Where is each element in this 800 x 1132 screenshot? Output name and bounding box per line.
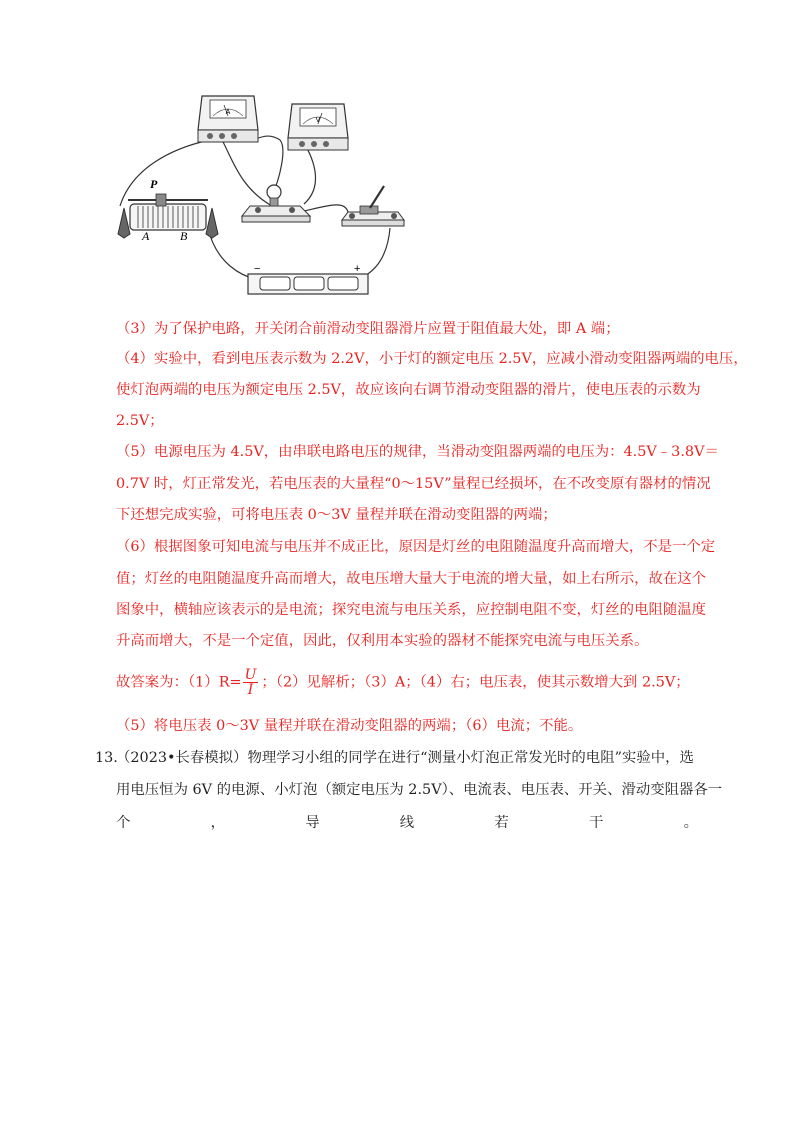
solution-step-6-line-4: 升高而增大，不是一个定值，因此，仅利用本实验的器材不能探究电流与电压关系。 [116,633,649,649]
question-char: 干 [588,815,604,831]
label-p: P [150,177,158,191]
question-char: 导 [305,815,320,831]
question-13-line-3 [116,813,698,833]
answer-prefix: 故答案为：（1）R= [116,674,242,691]
battery-pack [248,263,368,294]
formula-fraction [243,668,259,697]
solution-step-6-line-1: （6）根据图象可知电流与电压并不成正比，原因是灯丝的电阻随温度升高而增大，不是一个定 [116,539,716,555]
voltmeter-letter: V [315,117,321,124]
ammeter-letter: A [225,109,231,116]
question-13-line-1: （2023•长春模拟）物理学习小组的同学在进行“测量小灯泡正常发光时的电阻”实验中，选 [116,750,694,766]
question-char: 线 [399,815,415,831]
solution-step-3: （3）为了保护电路，开关闭合前滑动变阻器滑片应置于阻值最大处，即 A 端； [116,321,620,337]
rheostat [118,177,218,243]
question-char: 个 [116,815,131,831]
fraction-denominator: I [247,682,254,698]
battery-minus: − [254,263,261,275]
solution-step-6-line-3: 图象中，横轴应该表示的是电流；探究电流与电压关系，应控制电阻不变，灯丝的电阻随温度 [116,602,707,618]
circuit-diagram [112,88,412,303]
solution-step-4-line-1: （4）实验中，看到电压表示数为 2.2V，小于灯的额定电压 2.5V，应减小滑动变阻器两端的电压， [116,351,748,367]
question-char: 。 [683,815,698,831]
question-13-line-2: 用电压恒为 6V 的电源、小灯泡（额定电压为 2.5V）、电流表、电压表、开关、滑动变阻器各一 [116,782,723,798]
solution-step-5-line-3: 下还想完成实验，可将电压表 0～3V 量程并联在滑动变阻器的两端； [116,507,557,523]
question-number: 13. [95,750,118,766]
voltmeter [288,104,348,150]
ammeter [198,96,258,142]
solution-step-4-line-3: 2.5V； [116,413,164,429]
solution-step-5-line-2: 0.7V 时，灯正常发光，若电压表的大量程“0～15V”量程已经损坏，在不改变原有器材的情况 [116,476,711,492]
answer-line-1 [116,668,690,697]
question-char: 若 [494,815,509,831]
battery-plus: + [354,263,361,275]
switch [342,186,404,226]
label-b: B [180,229,188,243]
question-char: ， [210,815,225,831]
label-a: A [142,229,150,243]
answer-line-2: （5）将电压表 0～3V 量程并联在滑动变阻器的两端；（6）电流；不能。 [116,718,583,734]
answer-rest: ；（2）见解析；（3）A；（4）右；电压表，使其示数增大到 2.5V； [261,674,690,691]
solution-step-5-line-1: （5）电源电压为 4.5V，由串联电路电压的规律，当滑动变阻器两端的电压为：4.5V﹣3.8V＝ [116,444,719,460]
fraction-numerator: U [244,667,257,683]
solution-step-6-line-2: 值；灯丝的电阻随温度升高而增大，故电压增大量大于电流的增大量，如上右所示，故在这个 [116,571,707,587]
solution-step-4-line-2: 使灯泡两端的电压为额定电压 2.5V，故应该向右调节滑动变阻器的滑片，使电压表的示数为 [116,382,701,398]
